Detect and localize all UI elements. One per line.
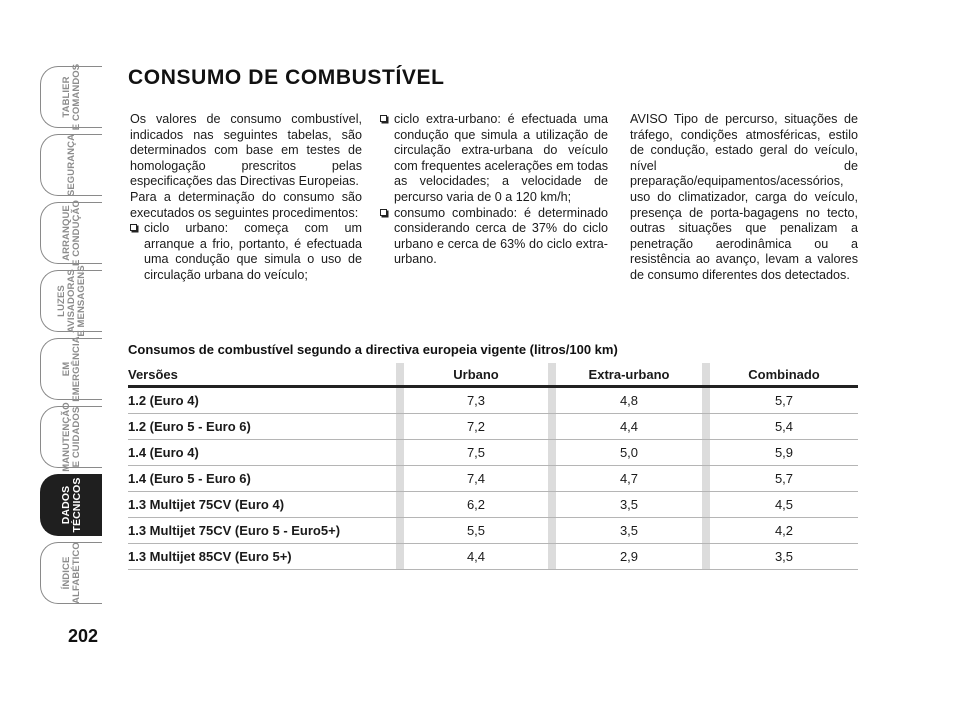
column-separator [396, 440, 404, 466]
table-caption: Consumos de combustível segundo a directiva europeia vigente (litros/100 km) [128, 342, 618, 357]
tab-label: LUZES AVISADORAS E MENSAGENS [55, 265, 87, 337]
tab-seguranca[interactable] [40, 134, 102, 196]
column-separator [702, 518, 710, 544]
header-extra-urban: Extra-urbano [556, 363, 702, 387]
table-row [128, 544, 858, 570]
cell-combined: 4,2 [710, 518, 858, 544]
text-column-2 [380, 112, 608, 268]
cell-extra-urban: 3,5 [556, 518, 702, 544]
cell-extra-urban: 5,0 [556, 440, 702, 466]
cell-urban: 5,5 [404, 518, 548, 544]
column-separator [548, 544, 556, 570]
column-separator [702, 440, 710, 466]
column-separator [702, 387, 710, 414]
table-row [128, 492, 858, 518]
tab-indice-alfabetico[interactable] [40, 542, 102, 604]
cell-combined: 5,7 [710, 387, 858, 414]
checkbox-bullet-icon [130, 224, 137, 231]
tab-label: ARRANQUE E CONDUÇÃO [60, 200, 82, 266]
tab-label: ÍNDICE ALFABÉTICO [60, 542, 82, 604]
header-versions: Versões [128, 363, 396, 387]
column-separator [396, 363, 404, 387]
column-separator [396, 387, 404, 414]
column-separator [548, 363, 556, 387]
header-combined: Combinado [710, 363, 858, 387]
header-urban: Urbano [404, 363, 548, 387]
tab-label: SEGURANÇA [65, 133, 77, 197]
column-separator [702, 544, 710, 570]
column-separator [702, 414, 710, 440]
cell-version: 1.4 (Euro 4) [128, 440, 396, 466]
tab-label: DADOS TÉCNICOS [59, 477, 83, 533]
table-header-row [128, 363, 858, 387]
cell-version: 1.4 (Euro 5 - Euro 6) [128, 466, 396, 492]
tab-dados-tecnicos[interactable] [40, 474, 102, 536]
column-separator [396, 414, 404, 440]
cell-version: 1.2 (Euro 4) [128, 387, 396, 414]
cell-version: 1.3 Multijet 85CV (Euro 5+) [128, 544, 396, 570]
tab-arranque-e-conducao[interactable] [40, 202, 102, 264]
cell-version: 1.3 Multijet 75CV (Euro 4) [128, 492, 396, 518]
column-separator [548, 492, 556, 518]
column-separator [548, 518, 556, 544]
cell-version: 1.3 Multijet 75CV (Euro 5 - Euro5+) [128, 518, 396, 544]
column-separator [702, 363, 710, 387]
cell-combined: 3,5 [710, 544, 858, 570]
tab-label: TABLIER E COMANDOS [60, 63, 82, 131]
bullet-combined-consumption [380, 206, 608, 268]
tab-label: EM EMERGÊNCIA [60, 336, 82, 402]
cell-extra-urban: 2,9 [556, 544, 702, 570]
tab-tablier-e-comandos[interactable] [40, 63, 102, 131]
bullet-text: ciclo extra-urbano: é efectuada uma condução que simula a utilização de circulação extra-urbana do veículo com frequentes acelerações em todas as velocidades; a velocidade de percurso varia de 0 a 120 km/h; [394, 112, 608, 204]
cell-urban: 4,4 [404, 544, 548, 570]
bullet-text: consumo combinado: é determinado considerando cerca de 37% do ciclo urbano e cerca de 63% do ciclo extra-urbano. [394, 205, 608, 267]
warning-note: AVISO Tipo de percurso, situações de tráfego, condições atmosféricas, estilo de condução, estado geral do veículo, nível de preparação/equipamentos/acessórios, uso do climatizador, carga do veículo, presença de porta-bagagens no tecto, outras situações que penalizam a penetração aerodinâmica ou a resistência ao avanço, levam a valores de consumo diferentes dos detectados. [630, 112, 858, 282]
cell-urban: 7,5 [404, 440, 548, 466]
column-separator [396, 492, 404, 518]
table-row [128, 518, 858, 544]
cell-version: 1.2 (Euro 5 - Euro 6) [128, 414, 396, 440]
column-separator [702, 492, 710, 518]
column-separator [548, 387, 556, 414]
table-row [128, 414, 858, 440]
text-column-3 [630, 112, 858, 284]
cell-urban: 7,3 [404, 387, 548, 414]
bullet-extra-urban-cycle [380, 112, 608, 206]
cell-urban: 6,2 [404, 492, 548, 518]
bullet-text: ciclo urbano: começa com um arranque a frio, portanto, é efectuada uma condução que simula o uso de circulação urbana do veículo; [144, 221, 362, 282]
checkbox-bullet-icon [380, 115, 387, 122]
procedure-intro: Para a determinação do consumo são executados os seguintes procedimentos: [130, 189, 362, 220]
page-number: 202 [68, 626, 99, 646]
text-column-1 [130, 112, 362, 284]
tab-em-emergencia[interactable] [40, 338, 102, 400]
bullet-urban-cycle [130, 221, 362, 283]
table-row [128, 466, 858, 492]
intro-paragraph: Os valores de consumo combustível, indicados nas seguintes tabelas, são determinados com base em testes de homologação prescritos pelas especificações das Directivas Europeias. [130, 112, 362, 189]
column-separator [396, 466, 404, 492]
column-separator [396, 518, 404, 544]
column-separator [548, 440, 556, 466]
cell-extra-urban: 4,7 [556, 466, 702, 492]
cell-urban: 7,2 [404, 414, 548, 440]
table-row [128, 440, 858, 466]
cell-combined: 4,5 [710, 492, 858, 518]
fuel-consumption-table [128, 363, 858, 570]
cell-urban: 7,4 [404, 466, 548, 492]
cell-extra-urban: 4,4 [556, 414, 702, 440]
cell-combined: 5,9 [710, 440, 858, 466]
cell-extra-urban: 4,8 [556, 387, 702, 414]
cell-extra-urban: 3,5 [556, 492, 702, 518]
table-row [128, 387, 858, 414]
column-separator [548, 414, 556, 440]
cell-combined: 5,4 [710, 414, 858, 440]
tab-label: MANUTENÇÃO E CUIDADOS [60, 402, 82, 472]
column-separator [396, 544, 404, 570]
checkbox-bullet-icon [380, 209, 387, 216]
tab-manutencao-e-cuidados[interactable] [40, 402, 102, 472]
cell-combined: 5,7 [710, 466, 858, 492]
page-title: CONSUMO DE COMBUSTÍVEL [128, 66, 445, 89]
column-separator [702, 466, 710, 492]
column-separator [548, 466, 556, 492]
tab-luzes-avisadoras[interactable] [40, 265, 102, 337]
